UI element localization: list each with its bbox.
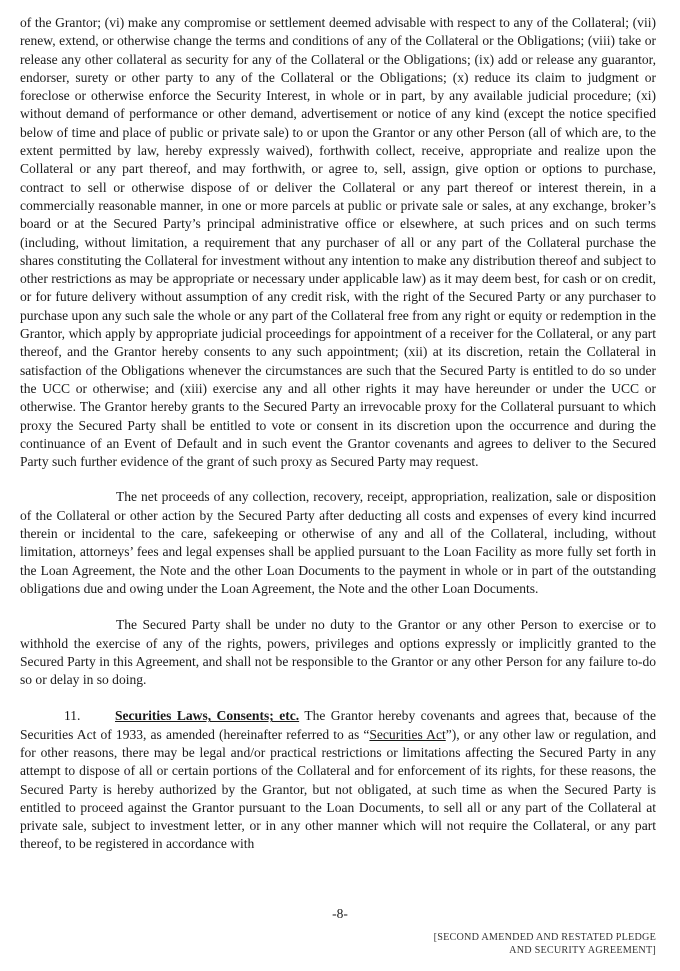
page-number: -8- [332,906,348,921]
defined-term-securities-act: Securities Act [369,726,446,742]
section-number: 11. [64,708,81,724]
document-footer-label [356,931,656,957]
paragraph-net-proceeds: The net proceeds of any collection, recovery, receipt, appropriation, realization, sale or disposition of the Collateral or other action by the Secured Party after deducting all costs and expenses of every kind incurred therein or incidental to the care, safekeeping or otherwise of any and all of the Collateral, including, without limitation, attorneys’ fees and legal expenses shall be applied pursuant to the Loan Facility as more fully set forth in the Loan Agreement, the Note and the other Loan Documents to the payment in whole or in part of the outstanding obligations due and owing under the Loan Agreement, the Note and the other Loan Documents. [20,489,656,596]
footer-label-line-1: [SECOND AMENDED AND RESTATED PLEDGE [433,932,656,943]
section-text-a: The Grantor hereby covenants and agrees that, because of the Securities Act of 1933, as amended (hereinafter referred to as “ [20,708,656,742]
paragraph-no-duty: The Secured Party shall be under no duty to the Grantor or any other Person to exercise or to withhold the exercise of any of the rights, powers, privileges and options expressly or implicitly granted to the Secured Party in this Agreement, and shall not be responsible to the Grantor or any other Person for any failure to-do so or delay in so doing. [20,617,656,688]
footer-label-line-2: AND SECURITY AGREEMENT] [509,945,656,956]
section-text-b: ”), or any other law or regulation, and for other reasons, there may be legal and/or practical restrictions or limitations affecting the Secured Party in any attempt to dispose of all or certain portions of the Collateral and for enforcement of its rights, for these reasons, the Secured Party is hereby authorized by the Grantor, but not obligated, at such time as when the Secured Party is entitled to proceed against the Grantor pursuant to the Loan Documents, to sell all or any part of the Collateral at private sale, subject to investment letter, or in any other manner which will not require the Collateral, or any part thereof, to be registered in accordance with [20,726,656,852]
paragraph-remedies-continued: of the Grantor; (vi) make any compromise or settlement deemed advisable with respect to any of the Collateral; (vii) renew, extend, or otherwise change the terms and conditions of any of the Collateral or the Obligations; (viii) take or release any other collateral as security for any of the Collateral or the Obligations; (ix) add or release any guarantor, endorser, surety or other party to any of the Collateral or the Obligations; (x) reduce its claim to judgment or foreclose or otherwise enforce the Security Interest, in whole or in part, by any available judicial procedure; (xi) without demand of performance or other demand, advertisement or notice of any kind (except the notice specified below of time and place of public or private sale) to or upon the Grantor or any other Person (all of which are, to the extent permitted by law, hereby expressly waived), forthwith collect, receive, appropriate and realize upon the Collateral or any part thereof, and may forthwith, or agree to, sell, assign, give option or options to purchase, contract to sell or otherwise dispose of or deliver the Collateral or any part thereof or interest therein, in a commercially reasonable manner, in one or more parcels at public or private sale or sales, at any exchange, broker’s board or at the Secured Party’s principal administrative office or elsewhere, at such prices and on such terms (including, without limitation, a requirement that any purchaser of all or any part of the Collateral purchase the shares constituting the Collateral for investment without any intention to make any distribution thereof and subject to other restrictions as may be appropriate or necessary under applicable law) as it may deem best, for cash or on credit, or for future delivery without assumption of any credit risk, with the right of the Secured Party or any purchaser to purchase upon any such sale the whole or any part of the Collateral free from any right or equity or redemption in the Grantor, which apply by appropriate judicial proceedings for appointment of a receiver for the Collateral, or any part thereof, and the Grantor hereby consents to any such appointment; (xii) at its discretion, retain the Collateral in satisfaction of the Obligations whenever the circumstances are such that the Secured Party is entitled to do so under the UCC or otherwise; and (xiii) exercise any and all other rights it may have hereunder or under the UCC or otherwise. The Grantor hereby grants to the Secured Party an irrevocable proxy for the Collateral pursuant to which proxy the Secured Party shall be entitled to vote or consent in its discretion upon the occurrence and during the continuance of an Event of Default and in such event the Grantor covenants and agrees to deliver to the Secured Party such further evidence of the grant of such proxy as Secured Party may request. [20,15,656,470]
section-title: Securities Laws, Consents; etc. [115,708,300,724]
section-11-securities-laws [20,707,656,853]
document-page [20,14,656,904]
